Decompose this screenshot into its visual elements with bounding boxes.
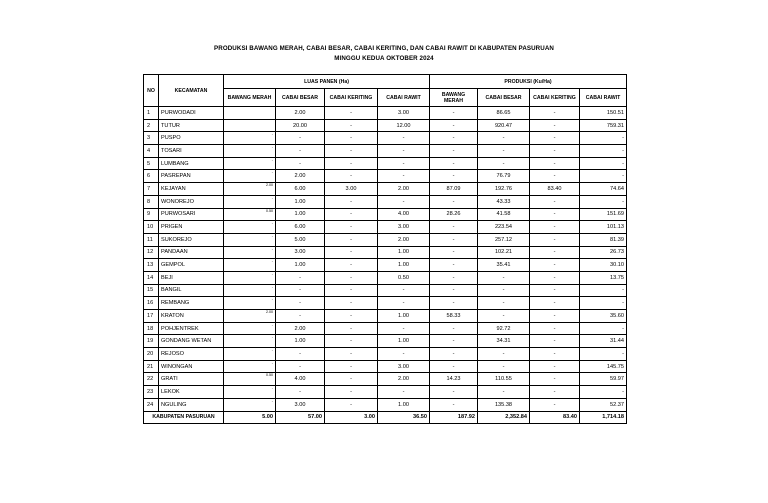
cell-pr-cabai-besar: - (478, 157, 530, 170)
cell-lp-cabai-rawit: 12.00 (378, 119, 430, 132)
cell-pr-cabai-rawit: - (580, 195, 627, 208)
header-no: NO (144, 75, 159, 107)
cell-pr-cabai-keriting: 83.40 (530, 183, 580, 196)
cell-lp-bawang-merah: 0.50 (224, 373, 276, 386)
cell-pr-bawang-merah: - (430, 145, 478, 158)
total-pr-bawang-merah: 187.92 (430, 411, 478, 423)
cell-lp-cabai-keriting: - (325, 157, 378, 170)
cell-pr-cabai-rawit: 13.75 (580, 271, 627, 284)
cell-lp-bawang-merah: - (224, 233, 276, 246)
table-row (144, 360, 627, 373)
cell-lp-cabai-keriting: - (325, 195, 378, 208)
cell-pr-bawang-merah: 28.26 (430, 208, 478, 221)
row-kecamatan: PRIGEN (159, 221, 224, 234)
cell-lp-cabai-besar: - (276, 271, 325, 284)
row-number: 5 (144, 157, 159, 170)
cell-pr-cabai-besar: - (478, 297, 530, 310)
cell-lp-bawang-merah: - (224, 221, 276, 234)
cell-lp-cabai-rawit: 1.00 (378, 398, 430, 411)
cell-lp-cabai-rawit: - (378, 195, 430, 208)
table-row (144, 348, 627, 361)
row-kecamatan: BEJI (159, 271, 224, 284)
table-row (144, 157, 627, 170)
cell-pr-cabai-besar: 43.33 (478, 195, 530, 208)
cell-lp-cabai-rawit: - (378, 386, 430, 399)
row-kecamatan: NGULING (159, 398, 224, 411)
cell-lp-cabai-keriting: - (325, 297, 378, 310)
cell-pr-cabai-rawit: - (580, 322, 627, 335)
cell-lp-cabai-keriting: - (325, 373, 378, 386)
cell-pr-bawang-merah: - (430, 233, 478, 246)
cell-pr-cabai-rawit: 31.44 (580, 335, 627, 348)
total-pr-cabai-rawit: 1,714.18 (580, 411, 627, 423)
row-number: 4 (144, 145, 159, 158)
cell-lp-cabai-rawit: 3.00 (378, 107, 430, 120)
table-row (144, 386, 627, 399)
cell-pr-cabai-keriting: - (530, 119, 580, 132)
table-row (144, 335, 627, 348)
row-number: 10 (144, 221, 159, 234)
row-kecamatan: LUMBANG (159, 157, 224, 170)
cell-pr-bawang-merah: - (430, 360, 478, 373)
row-kecamatan: REJOSO (159, 348, 224, 361)
cell-pr-cabai-rawit: - (580, 348, 627, 361)
cell-pr-cabai-rawit: 150.51 (580, 107, 627, 120)
cell-pr-cabai-rawit: 759.31 (580, 119, 627, 132)
cell-pr-cabai-keriting: - (530, 360, 580, 373)
cell-pr-cabai-besar: 920.47 (478, 119, 530, 132)
total-lp-cabai-keriting: 3.00 (325, 411, 378, 423)
cell-lp-cabai-keriting: - (325, 246, 378, 259)
cell-pr-bawang-merah: - (430, 259, 478, 272)
cell-pr-cabai-keriting: - (530, 157, 580, 170)
document-subtitle: MINGGU KEDUA OKTOBER 2024 (334, 55, 434, 62)
cell-lp-cabai-rawit: 2.00 (378, 233, 430, 246)
cell-lp-bawang-merah: - (224, 284, 276, 297)
cell-pr-bawang-merah: 58.33 (430, 310, 478, 323)
cell-pr-cabai-keriting: - (530, 398, 580, 411)
table-row (144, 297, 627, 310)
cell-pr-cabai-rawit: 26.73 (580, 246, 627, 259)
row-kecamatan: PANDAAN (159, 246, 224, 259)
cell-lp-cabai-rawit: - (378, 284, 430, 297)
cell-lp-bawang-merah: - (224, 335, 276, 348)
row-number: 9 (144, 208, 159, 221)
cell-lp-cabai-besar: - (276, 132, 325, 145)
cell-pr-cabai-besar: - (478, 348, 530, 361)
header-kecamatan: KECAMATAN (159, 75, 224, 107)
cell-lp-cabai-rawit: - (378, 170, 430, 183)
row-kecamatan: WINONGAN (159, 360, 224, 373)
cell-lp-bawang-merah (224, 107, 276, 120)
header-lp-cabai-besar: CABAI BESAR (276, 89, 325, 107)
row-number: 7 (144, 183, 159, 196)
cell-pr-cabai-rawit: - (580, 284, 627, 297)
header-lp-cabai-rawit: CABAI RAWIT (378, 89, 430, 107)
cell-pr-cabai-besar: 110.55 (478, 373, 530, 386)
cell-pr-bawang-merah: - (430, 271, 478, 284)
row-number: 8 (144, 195, 159, 208)
cell-pr-cabai-rawit: - (580, 145, 627, 158)
cell-lp-cabai-rawit: - (378, 132, 430, 145)
cell-lp-cabai-rawit: - (378, 145, 430, 158)
cell-pr-cabai-besar: 192.76 (478, 183, 530, 196)
cell-lp-cabai-rawit: - (378, 322, 430, 335)
row-number: 23 (144, 386, 159, 399)
row-kecamatan: REMBANG (159, 297, 224, 310)
cell-lp-cabai-rawit: 3.00 (378, 221, 430, 234)
table-row (144, 373, 627, 386)
row-kecamatan: KEJAYAN (159, 183, 224, 196)
row-number: 11 (144, 233, 159, 246)
cell-pr-cabai-keriting: - (530, 132, 580, 145)
cell-pr-cabai-besar: 76.79 (478, 170, 530, 183)
cell-lp-cabai-rawit: - (378, 348, 430, 361)
cell-lp-cabai-besar: - (276, 297, 325, 310)
row-kecamatan: SUKOREJO (159, 233, 224, 246)
row-kecamatan: LEKOK (159, 386, 224, 399)
document-title: PRODUKSI BAWANG MERAH, CABAI BESAR, CABAI KERITING, DAN CABAI RAWIT DI KABUPATEN PASURUAN (214, 45, 554, 52)
cell-lp-bawang-merah: - (224, 322, 276, 335)
cell-lp-cabai-rawit: 1.00 (378, 310, 430, 323)
cell-pr-bawang-merah: - (430, 297, 478, 310)
table-row (144, 322, 627, 335)
row-number: 22 (144, 373, 159, 386)
row-number: 24 (144, 398, 159, 411)
cell-pr-bawang-merah: - (430, 221, 478, 234)
table-header (144, 75, 627, 107)
row-kecamatan: PURWOSARI (159, 208, 224, 221)
cell-pr-cabai-keriting: - (530, 386, 580, 399)
cell-pr-cabai-keriting: - (530, 271, 580, 284)
cell-pr-cabai-keriting: - (530, 310, 580, 323)
header-lp-cabai-keriting: CABAI KERITING (325, 89, 378, 107)
cell-lp-cabai-besar: - (276, 348, 325, 361)
cell-pr-cabai-besar: 35.41 (478, 259, 530, 272)
header-produksi: PRODUKSI (Ku/Ha) (430, 75, 627, 89)
cell-pr-cabai-rawit: 30.10 (580, 259, 627, 272)
total-pr-cabai-keriting: 83.40 (530, 411, 580, 423)
cell-lp-cabai-rawit: 2.00 (378, 373, 430, 386)
header-lp-bawang-merah: BAWANG MERAH (224, 89, 276, 107)
cell-lp-bawang-merah: - (224, 259, 276, 272)
cell-pr-bawang-merah: - (430, 107, 478, 120)
cell-lp-cabai-besar: - (276, 145, 325, 158)
cell-lp-cabai-keriting: - (325, 208, 378, 221)
cell-lp-cabai-besar: 5.00 (276, 233, 325, 246)
cell-pr-cabai-rawit: 81.39 (580, 233, 627, 246)
cell-pr-cabai-besar: - (478, 145, 530, 158)
row-kecamatan: WONOREJO (159, 195, 224, 208)
cell-lp-cabai-rawit: - (378, 297, 430, 310)
cell-lp-cabai-rawit: - (378, 157, 430, 170)
cell-pr-cabai-besar: 135.38 (478, 398, 530, 411)
cell-lp-cabai-keriting: - (325, 145, 378, 158)
total-pr-cabai-besar: 2,352.84 (478, 411, 530, 423)
table-row (144, 195, 627, 208)
cell-pr-cabai-besar: 41.58 (478, 208, 530, 221)
cell-pr-bawang-merah: - (430, 170, 478, 183)
row-kecamatan: KRATON (159, 310, 224, 323)
cell-pr-cabai-keriting: - (530, 335, 580, 348)
row-number: 18 (144, 322, 159, 335)
cell-lp-cabai-keriting: - (325, 386, 378, 399)
cell-lp-cabai-keriting: - (325, 170, 378, 183)
cell-lp-cabai-keriting: - (325, 221, 378, 234)
cell-lp-bawang-merah: - (224, 145, 276, 158)
row-kecamatan: POHJENTREK (159, 322, 224, 335)
table-row (144, 132, 627, 145)
cell-pr-cabai-rawit: - (580, 132, 627, 145)
cell-lp-cabai-keriting: - (325, 233, 378, 246)
cell-lp-cabai-besar: 2.00 (276, 322, 325, 335)
cell-lp-cabai-keriting: - (325, 271, 378, 284)
cell-lp-cabai-keriting: - (325, 310, 378, 323)
cell-pr-cabai-besar: - (478, 132, 530, 145)
cell-lp-cabai-keriting: - (325, 284, 378, 297)
cell-pr-cabai-besar: 92.72 (478, 322, 530, 335)
cell-pr-bawang-merah: - (430, 246, 478, 259)
cell-lp-cabai-rawit: 4.00 (378, 208, 430, 221)
row-kecamatan: PURWODADI (159, 107, 224, 120)
total-lp-bawang-merah: 5.00 (224, 411, 276, 423)
cell-lp-cabai-besar: 1.00 (276, 335, 325, 348)
row-number: 13 (144, 259, 159, 272)
cell-lp-cabai-besar: 6.00 (276, 221, 325, 234)
row-number: 12 (144, 246, 159, 259)
cell-lp-cabai-keriting: - (325, 107, 378, 120)
header-luas-panen: LUAS PANEN (Ha) (224, 75, 430, 89)
cell-pr-cabai-rawit: - (580, 157, 627, 170)
cell-pr-cabai-keriting: - (530, 170, 580, 183)
row-kecamatan: PASREPAN (159, 170, 224, 183)
cell-pr-cabai-rawit: 59.97 (580, 373, 627, 386)
cell-lp-cabai-keriting: 3.00 (325, 183, 378, 196)
cell-lp-cabai-besar: - (276, 284, 325, 297)
row-kecamatan: GONDANG WETAN (159, 335, 224, 348)
cell-lp-cabai-besar: - (276, 386, 325, 399)
table-row (144, 183, 627, 196)
row-number: 16 (144, 297, 159, 310)
cell-pr-cabai-keriting: - (530, 195, 580, 208)
cell-pr-cabai-besar: 102.21 (478, 246, 530, 259)
cell-pr-bawang-merah: - (430, 322, 478, 335)
row-number: 17 (144, 310, 159, 323)
row-kecamatan: TUTUR (159, 119, 224, 132)
table-row (144, 233, 627, 246)
header-pr-bawang-merah: BAWANG MERAH (430, 89, 478, 107)
total-row (144, 411, 627, 423)
cell-pr-cabai-rawit: 52.37 (580, 398, 627, 411)
cell-pr-cabai-besar: 223.54 (478, 221, 530, 234)
cell-pr-bawang-merah: - (430, 157, 478, 170)
row-number: 1 (144, 107, 159, 120)
total-lp-cabai-besar: 57.00 (276, 411, 325, 423)
cell-lp-bawang-merah: - (224, 246, 276, 259)
table-row (144, 107, 627, 120)
total-lp-cabai-rawit: 36.50 (378, 411, 430, 423)
cell-pr-bawang-merah: - (430, 386, 478, 399)
row-kecamatan: BANGIL (159, 284, 224, 297)
cell-lp-cabai-rawit: 1.00 (378, 335, 430, 348)
header-pr-cabai-keriting: CABAI KERITING (530, 89, 580, 107)
cell-pr-cabai-keriting: - (530, 348, 580, 361)
cell-pr-cabai-rawit: 151.69 (580, 208, 627, 221)
cell-pr-bawang-merah: 14.23 (430, 373, 478, 386)
table-row (144, 310, 627, 323)
cell-lp-cabai-keriting: - (325, 335, 378, 348)
cell-pr-bawang-merah: - (430, 284, 478, 297)
cell-pr-cabai-keriting: - (530, 233, 580, 246)
cell-lp-bawang-merah: - (224, 297, 276, 310)
cell-lp-cabai-besar: 3.00 (276, 398, 325, 411)
cell-pr-bawang-merah: - (430, 398, 478, 411)
cell-pr-bawang-merah: 87.09 (430, 183, 478, 196)
cell-pr-cabai-rawit: 101.13 (580, 221, 627, 234)
table-row (144, 145, 627, 158)
row-number: 14 (144, 271, 159, 284)
cell-pr-bawang-merah: - (430, 195, 478, 208)
cell-lp-cabai-besar: 6.00 (276, 183, 325, 196)
row-kecamatan: PUSPO (159, 132, 224, 145)
cell-pr-cabai-besar: 86.65 (478, 107, 530, 120)
cell-lp-cabai-rawit: 1.00 (378, 259, 430, 272)
cell-pr-cabai-besar: - (478, 360, 530, 373)
cell-pr-cabai-rawit: 145.75 (580, 360, 627, 373)
row-number: 15 (144, 284, 159, 297)
cell-pr-cabai-keriting: - (530, 373, 580, 386)
cell-lp-cabai-keriting: - (325, 348, 378, 361)
cell-lp-cabai-besar: - (276, 360, 325, 373)
cell-pr-cabai-keriting: - (530, 221, 580, 234)
cell-pr-cabai-keriting: - (530, 246, 580, 259)
cell-lp-cabai-besar: 3.00 (276, 246, 325, 259)
cell-lp-bawang-merah: - (224, 360, 276, 373)
cell-pr-cabai-keriting: - (530, 259, 580, 272)
cell-lp-cabai-besar: 2.00 (276, 170, 325, 183)
cell-pr-cabai-besar: 257.12 (478, 233, 530, 246)
cell-lp-cabai-keriting: - (325, 398, 378, 411)
cell-lp-bawang-merah: - (224, 386, 276, 399)
cell-pr-cabai-keriting: - (530, 208, 580, 221)
cell-lp-bawang-merah: 2.00 (224, 310, 276, 323)
cell-lp-bawang-merah: - (224, 398, 276, 411)
row-number: 19 (144, 335, 159, 348)
cell-pr-cabai-keriting: - (530, 145, 580, 158)
row-number: 21 (144, 360, 159, 373)
cell-lp-cabai-besar: 1.00 (276, 259, 325, 272)
cell-lp-cabai-keriting: - (325, 360, 378, 373)
cell-pr-cabai-besar: - (478, 310, 530, 323)
row-kecamatan: GRATI (159, 373, 224, 386)
cell-pr-cabai-keriting: - (530, 107, 580, 120)
cell-lp-cabai-keriting: - (325, 132, 378, 145)
cell-lp-cabai-keriting: - (325, 322, 378, 335)
row-kecamatan: GEMPOL (159, 259, 224, 272)
cell-lp-cabai-rawit: 1.00 (378, 246, 430, 259)
table-body (144, 107, 627, 412)
table-row (144, 119, 627, 132)
cell-pr-cabai-rawit: - (580, 386, 627, 399)
table-row (144, 221, 627, 234)
row-number: 3 (144, 132, 159, 145)
cell-pr-bawang-merah: - (430, 119, 478, 132)
cell-lp-cabai-rawit: 3.00 (378, 360, 430, 373)
table-row (144, 246, 627, 259)
table-row (144, 271, 627, 284)
cell-pr-cabai-besar: 34.31 (478, 335, 530, 348)
total-label: KABUPATEN PASURUAN (144, 411, 224, 423)
cell-lp-bawang-merah: - (224, 271, 276, 284)
cell-lp-bawang-merah: 2.00 (224, 183, 276, 196)
cell-pr-cabai-rawit: 35.60 (580, 310, 627, 323)
table-row (144, 398, 627, 411)
cell-lp-bawang-merah: - (224, 195, 276, 208)
table-row (144, 284, 627, 297)
cell-pr-cabai-rawit: - (580, 297, 627, 310)
cell-pr-cabai-keriting: - (530, 322, 580, 335)
table-footer (144, 411, 627, 423)
cell-lp-cabai-keriting: - (325, 119, 378, 132)
row-kecamatan: TOSARI (159, 145, 224, 158)
cell-lp-bawang-merah (224, 119, 276, 132)
cell-pr-cabai-keriting: - (530, 284, 580, 297)
cell-pr-cabai-besar: - (478, 386, 530, 399)
table-row (144, 170, 627, 183)
table-row (144, 208, 627, 221)
cell-lp-bawang-merah: - (224, 157, 276, 170)
row-number: 20 (144, 348, 159, 361)
cell-lp-bawang-merah: - (224, 348, 276, 361)
cell-pr-cabai-rawit: - (580, 170, 627, 183)
production-table (143, 74, 627, 424)
cell-lp-cabai-besar: 1.00 (276, 195, 325, 208)
table-row (144, 259, 627, 272)
row-number: 2 (144, 119, 159, 132)
cell-lp-cabai-besar: - (276, 310, 325, 323)
cell-lp-cabai-rawit: 0.50 (378, 271, 430, 284)
cell-lp-cabai-besar: 2.00 (276, 107, 325, 120)
cell-lp-cabai-rawit: 2.00 (378, 183, 430, 196)
cell-lp-bawang-merah: 0.50 (224, 208, 276, 221)
cell-pr-cabai-besar: - (478, 284, 530, 297)
cell-lp-cabai-besar: - (276, 157, 325, 170)
cell-pr-bawang-merah: - (430, 132, 478, 145)
cell-lp-cabai-besar: 20.00 (276, 119, 325, 132)
cell-pr-cabai-besar: - (478, 271, 530, 284)
cell-lp-cabai-besar: 1.00 (276, 208, 325, 221)
cell-lp-bawang-merah: - (224, 170, 276, 183)
cell-pr-bawang-merah: - (430, 335, 478, 348)
cell-lp-bawang-merah: - (224, 132, 276, 145)
row-number: 6 (144, 170, 159, 183)
cell-pr-cabai-keriting: - (530, 297, 580, 310)
cell-pr-bawang-merah: - (430, 348, 478, 361)
cell-lp-cabai-besar: 4.00 (276, 373, 325, 386)
header-pr-cabai-rawit: CABAI RAWIT (580, 89, 627, 107)
cell-lp-cabai-keriting: - (325, 259, 378, 272)
cell-pr-cabai-rawit: 74.64 (580, 183, 627, 196)
header-pr-cabai-besar: CABAI BESAR (478, 89, 530, 107)
